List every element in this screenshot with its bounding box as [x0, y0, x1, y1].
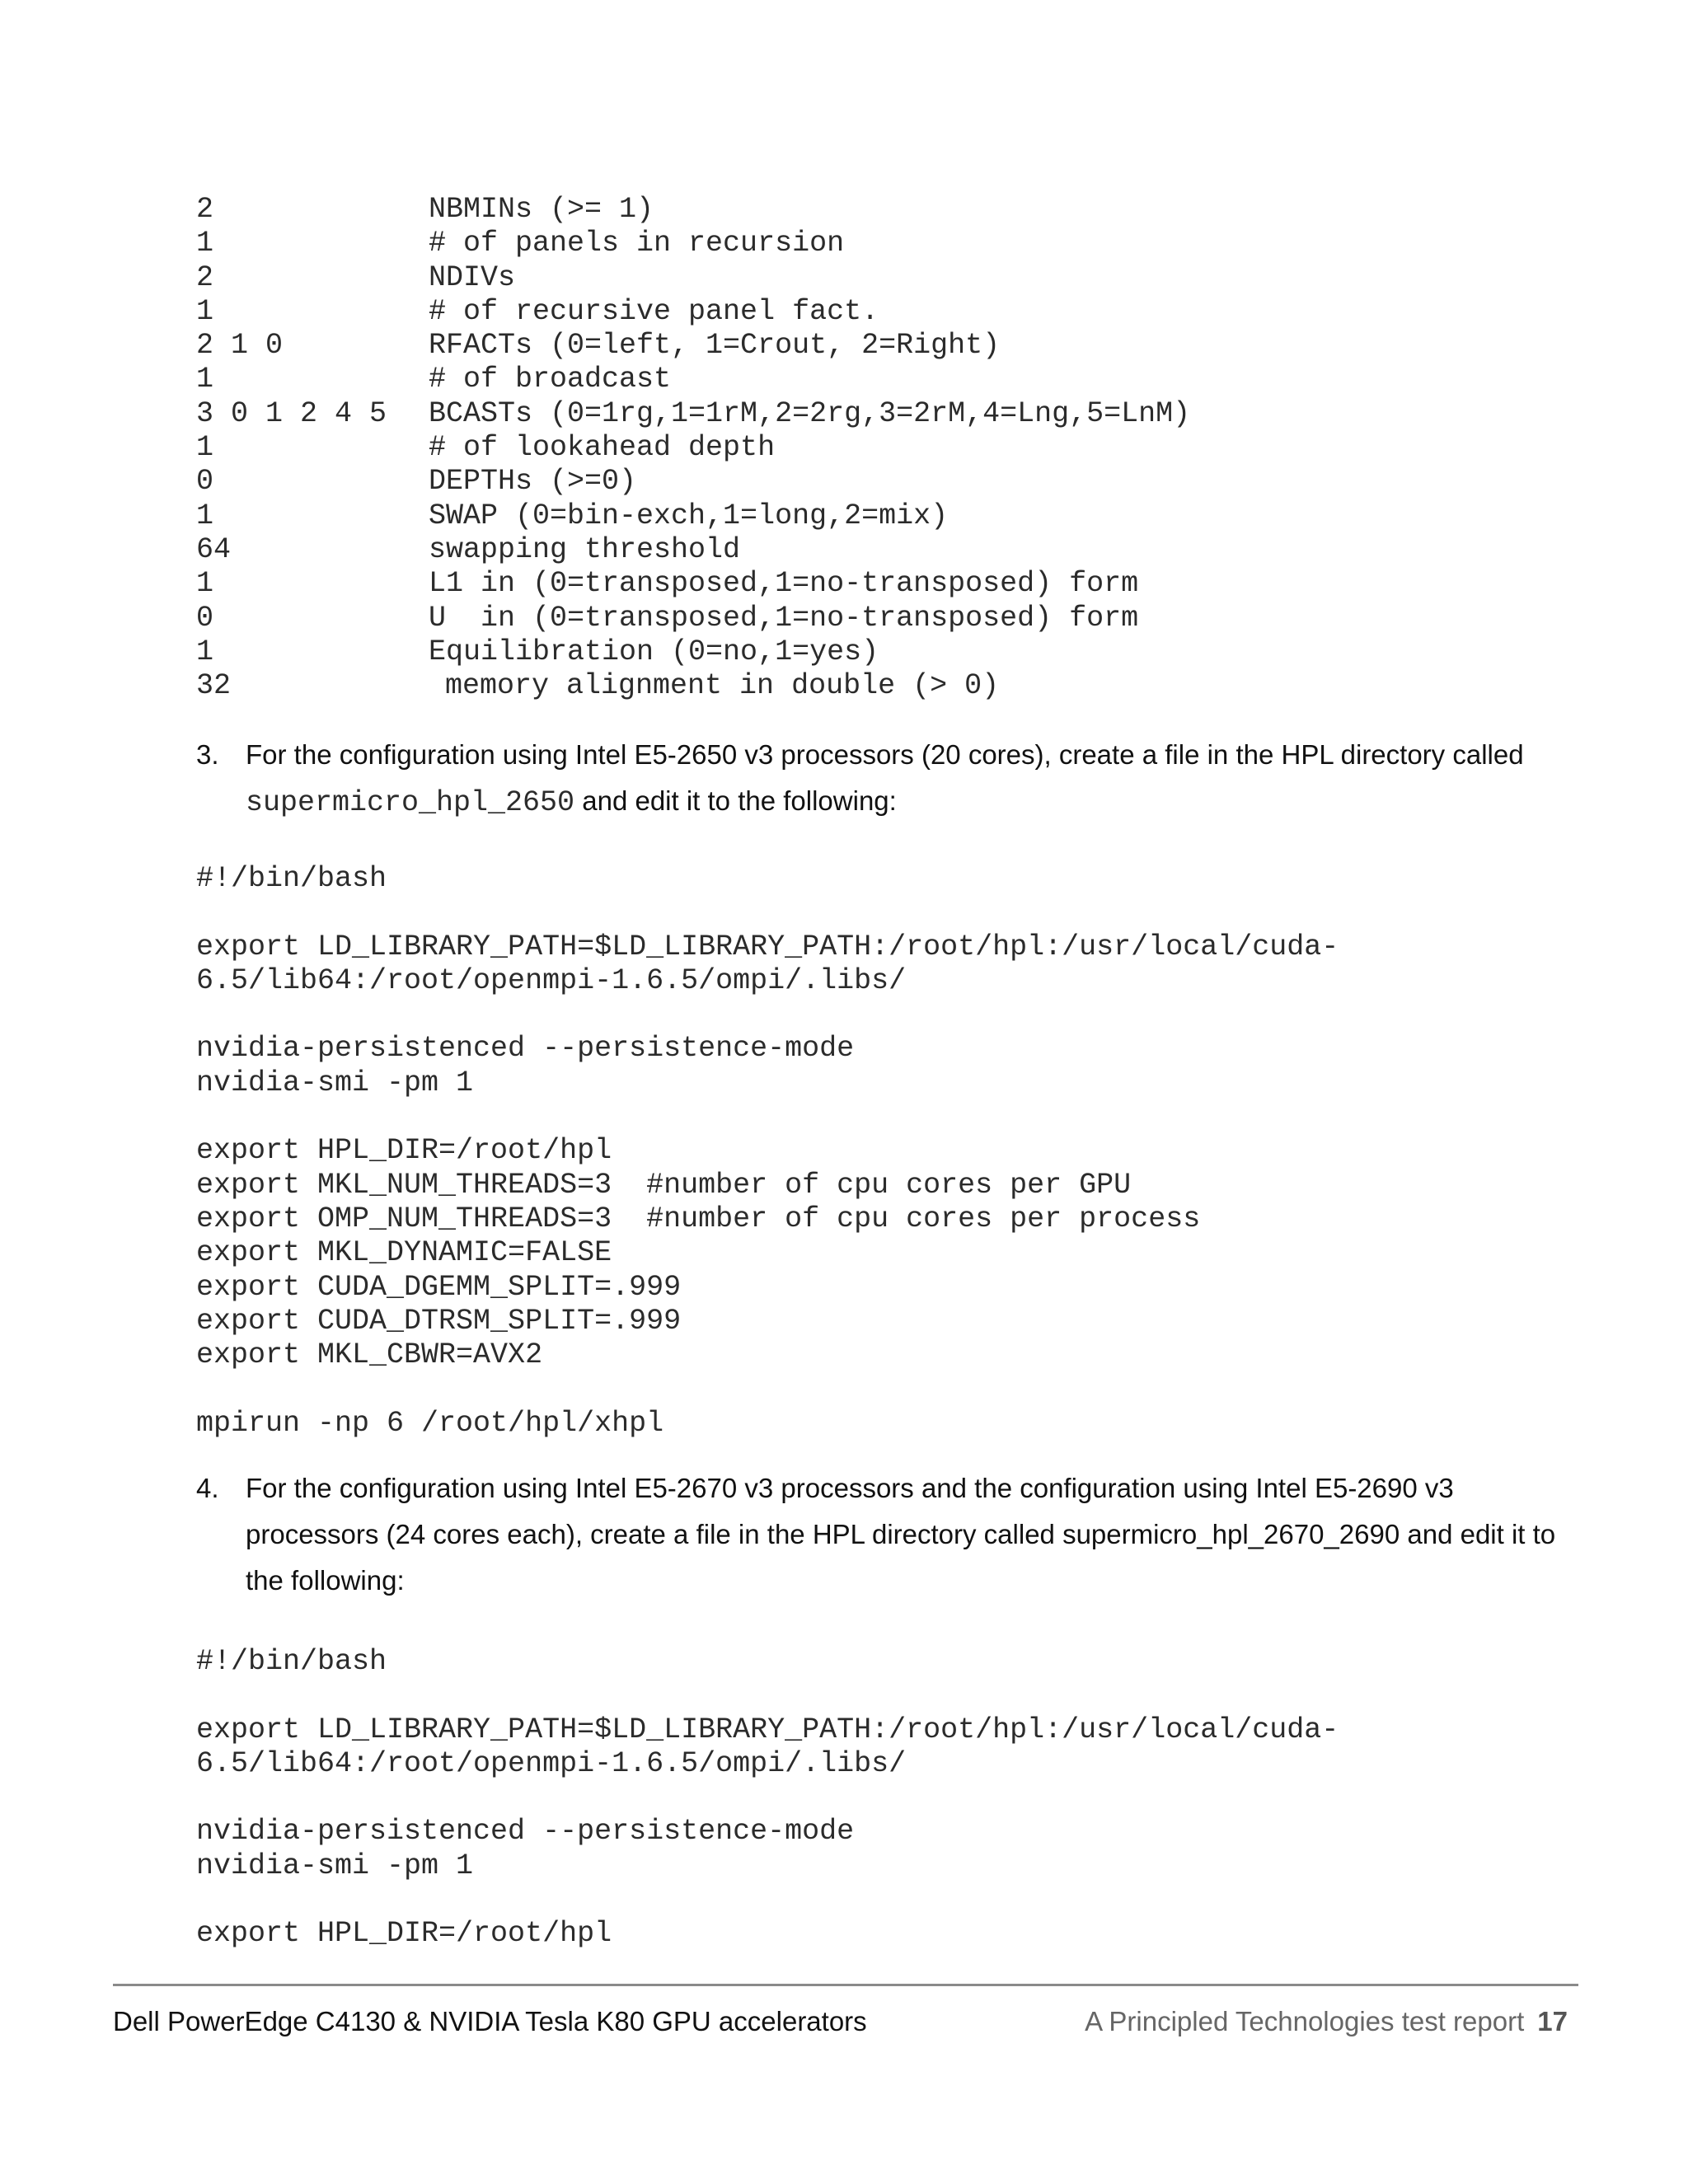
hpl-param-description: DEPTHs (>=0) [429, 465, 637, 499]
hpl-param-description: L1 in (0=transposed,1=no-transposed) form [429, 567, 1139, 601]
step-3-text-after: and edit it to the following: [574, 785, 897, 816]
hpl-param-description: Equilibration (0=no,1=yes) [429, 635, 879, 668]
step-3-text [246, 732, 1581, 826]
code-line: nvidia-persistenced --persistence-mode [196, 1815, 855, 1849]
hpl-param-value: 1 [196, 431, 214, 465]
code-line: nvidia-smi -pm 1 [196, 1066, 474, 1099]
step-3 [196, 732, 1581, 826]
code-line: export MKL_DYNAMIC=FALSE [196, 1236, 612, 1270]
code-line: nvidia-persistenced --persistence-mode [196, 1032, 855, 1066]
hpl-param-description: RFACTs (0=left, 1=Crout, 2=Right) [429, 329, 1001, 363]
hpl-param-value: 1 [196, 499, 214, 532]
code-line [196, 1883, 1339, 1917]
hpl-param-description: # of broadcast [429, 363, 672, 396]
hpl-param-description: BCASTs (0=1rg,1=1rM,2=2rg,3=2rM,4=Lng,5=LnM) [429, 396, 1191, 430]
hpl-param-value: 0 [196, 465, 214, 499]
hpl-param-description: # of panels in recursion [429, 227, 845, 260]
hpl-param-value: 64 [196, 532, 232, 566]
step-4 [196, 1465, 1581, 1604]
step-4-number: 4. [196, 1473, 219, 1503]
code-line: export OMP_NUM_THREADS=3 #number of cpu cores per process [196, 1202, 1201, 1235]
code-line [196, 896, 1339, 930]
code-line: mpirun -np 6 /root/hpl/xhpl [196, 1406, 664, 1440]
hpl-param-value: 1 [196, 363, 214, 396]
code-line: 6.5/lib64:/root/openmpi-1.6.5/ompi/.libs/ [196, 963, 907, 997]
script-2650 [196, 862, 1339, 1441]
hpl-param-value: 2 [196, 260, 214, 294]
hpl-param-description: # of recursive panel fact. [429, 294, 879, 328]
hpl-param-description: SWAP (0=bin-exch,1=long,2=mix) [429, 499, 949, 532]
hpl-param-value: 0 [196, 601, 214, 635]
footer-report [1085, 2006, 1568, 2037]
code-line [196, 998, 1339, 1032]
code-line: #!/bin/bash [196, 862, 387, 895]
hpl-param-value: 1 [196, 227, 214, 260]
code-line: export HPL_DIR=/root/hpl [196, 1917, 612, 1951]
hpl-param-description: memory alignment in double (> 0) [445, 669, 1000, 703]
code-line: nvidia-smi -pm 1 [196, 1849, 474, 1882]
script-2670-2690 [196, 1645, 1339, 1952]
footer-title: Dell PowerEdge C4130 & NVIDIA Tesla K80 GPU accelerators [113, 2006, 867, 2036]
code-line: export LD_LIBRARY_PATH=$LD_LIBRARY_PATH:/root/hpl:/usr/local/cuda- [196, 930, 1339, 963]
hpl-param-value: 32 [196, 669, 232, 703]
code-line: #!/bin/bash [196, 1645, 387, 1678]
page-number: 17 [1537, 2006, 1568, 2036]
code-line [196, 1781, 1339, 1815]
code-line [196, 1100, 1339, 1134]
code-line [196, 1372, 1339, 1406]
code-line: export CUDA_DGEMM_SPLIT=.999 [196, 1270, 682, 1304]
hpl-param-description: U in (0=transposed,1=no-transposed) form [429, 601, 1139, 635]
hpl-param-value: 1 [196, 294, 214, 328]
code-line: export CUDA_DTRSM_SPLIT=.999 [196, 1304, 682, 1338]
code-line: export MKL_CBWR=AVX2 [196, 1338, 543, 1372]
code-line: export MKL_NUM_THREADS=3 #number of cpu cores per GPU [196, 1168, 1132, 1202]
hpl-param-description: swapping threshold [429, 532, 741, 566]
hpl-param-description: NDIVs [429, 260, 516, 294]
step-4-text: For the configuration using Intel E5-2670 v3 processors and the configuration using Intel E5-2690 v3 processors (24 cores each), create a file in the HPL directory called supermicro_hpl_2670_2690 and edit it to the following: [246, 1473, 1556, 1596]
footer-divider [113, 1984, 1578, 1986]
hpl-param-value: 1 [196, 635, 214, 668]
step-3-number: 3. [196, 739, 219, 770]
code-line: export HPL_DIR=/root/hpl [196, 1134, 612, 1168]
hpl-param-description: NBMINs (>= 1) [429, 193, 654, 226]
code-line [196, 1679, 1339, 1713]
hpl-param-value: 2 [196, 193, 214, 226]
code-line: 6.5/lib64:/root/openmpi-1.6.5/ompi/.libs/ [196, 1746, 907, 1780]
step-3-text-before: For the configuration using Intel E5-2650 v3 processors (20 cores), create a file in the HPL directory called [246, 739, 1524, 770]
step-3-filename: supermicro_hpl_2650 [246, 786, 575, 819]
hpl-param-description: # of lookahead depth [429, 431, 776, 465]
footer-report-label: A Principled Technologies test report [1085, 2006, 1525, 2036]
code-line: export LD_LIBRARY_PATH=$LD_LIBRARY_PATH:/root/hpl:/usr/local/cuda- [196, 1713, 1339, 1746]
hpl-param-value: 2 1 0 [196, 329, 284, 363]
hpl-param-value: 3 0 1 2 4 5 [196, 396, 387, 430]
hpl-param-value: 1 [196, 567, 214, 601]
